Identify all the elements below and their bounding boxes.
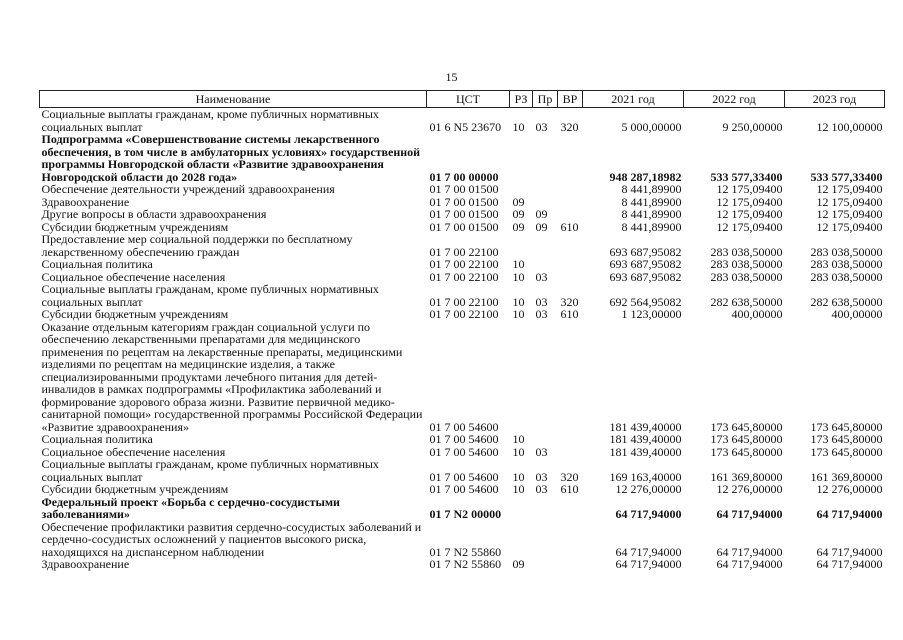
cell-2021: 169 163,40000	[609, 469, 682, 484]
cell-vr	[558, 446, 583, 459]
cell-pr: 03	[535, 469, 548, 484]
table-row	[40, 233, 885, 258]
cell-vr: 610	[560, 482, 579, 496]
cell-vr	[558, 558, 583, 571]
cell-cst: 01 7 00 22100	[429, 269, 499, 284]
cell-pr	[533, 233, 558, 258]
cell-cst: 01 7 N2 55860	[429, 544, 502, 559]
cell-rz: 10	[512, 482, 525, 496]
table-row	[40, 258, 885, 271]
cell-pr	[533, 496, 558, 521]
cell-cst: 01 7 00 22100	[429, 257, 499, 271]
cell-name: Социальные выплаты гражданам, кроме публичных нормативных социальных выплат	[41, 107, 379, 134]
cell-cst: 01 7 00 54600	[429, 444, 499, 459]
cell-2021: 8 441,89900	[621, 182, 682, 196]
table-body	[40, 108, 885, 571]
cell-rz: 09	[512, 194, 525, 209]
cell-2023: 282 638,50000	[810, 294, 883, 309]
cell-vr	[558, 433, 583, 446]
cell-vr: 320	[560, 469, 579, 484]
table-row	[40, 521, 885, 559]
cell-name: Социальная политика	[41, 432, 153, 446]
cell-rz	[510, 321, 533, 434]
cell-vr	[558, 183, 583, 196]
cell-2022: 12 276,00000	[716, 482, 783, 496]
cell-rz: 10	[512, 432, 525, 446]
cell-2022: 400,00000	[731, 307, 783, 321]
cell-name: Здравоохранение	[41, 194, 130, 209]
table-row	[40, 133, 885, 183]
cell-2021: 5 000,00000	[621, 119, 682, 134]
table-row	[40, 308, 885, 321]
page-number: 15	[445, 70, 458, 84]
cell-cst: 01 7 00 22100	[429, 307, 499, 321]
cell-rz: 10	[512, 469, 525, 484]
cell-2021: 692 564,95082	[609, 294, 682, 309]
cell-cst: 01 7 00 22100	[429, 294, 499, 309]
table-row	[40, 496, 885, 521]
cell-2022: 64 717,94000	[716, 557, 783, 571]
cell-rz: 09	[512, 219, 525, 234]
cell-rz: 09	[512, 207, 525, 221]
table-row	[40, 458, 885, 483]
cell-2021: 8 441,89900	[621, 207, 682, 221]
cell-name: Субсидии бюджетным учреждениям	[41, 482, 229, 496]
cell-2021: 948 287,18982	[609, 169, 682, 184]
cell-pr	[533, 521, 558, 559]
table-row	[40, 283, 885, 308]
cell-2022: 12 175,09400	[716, 207, 783, 221]
cell-2021: 1 123,00000	[621, 307, 682, 321]
cell-2023: 173 645,80000	[810, 419, 883, 434]
cell-2021: 693 687,95082	[609, 269, 682, 284]
cell-rz: 10	[512, 257, 525, 271]
header-2023: 2023 год	[785, 91, 885, 108]
cell-pr: 03	[535, 119, 548, 134]
cell-rz	[510, 496, 533, 521]
cell-cst: 01 7 00 54600	[429, 482, 499, 496]
cell-vr: 610	[560, 219, 579, 234]
header-vr: ВР	[558, 91, 583, 108]
cell-2021: 181 439,40000	[609, 444, 682, 459]
cell-2022: 64 717,94000	[716, 507, 783, 521]
cell-vr	[558, 208, 583, 221]
cell-2022: 12 175,09400	[716, 182, 783, 196]
cell-2023: 161 369,80000	[810, 469, 883, 484]
cell-2023: 12 175,09400	[816, 219, 883, 234]
cell-rz: 10	[512, 294, 525, 309]
cell-name: Социальные выплаты гражданам, кроме публичных нормативных социальных выплат	[41, 457, 379, 484]
cell-name: Субсидии бюджетным учреждениям	[41, 219, 229, 234]
cell-2022: 173 645,80000	[710, 444, 783, 459]
cell-pr: 03	[535, 307, 548, 321]
cell-vr	[558, 133, 583, 183]
cell-cst: 01 7 00 01500	[429, 207, 499, 221]
table-row	[40, 321, 885, 434]
cell-pr	[533, 558, 558, 571]
cell-cst: 01 7 N2 00000	[429, 507, 502, 521]
cell-pr	[533, 183, 558, 196]
cell-2021: 64 717,94000	[615, 544, 682, 559]
cell-2023: 173 645,80000	[810, 444, 883, 459]
cell-2023: 173 645,80000	[810, 432, 883, 446]
cell-2022: 173 645,80000	[710, 419, 783, 434]
header-cst: ЦСТ	[427, 91, 510, 108]
cell-2023: 64 717,94000	[816, 557, 883, 571]
header-pr: Пр	[533, 91, 558, 108]
cell-name: Подпрограмма «Совершенствование системы лекарственного обеспечения, в том числе в амбулаторных условиях» государственной программы Новгородской области «Развитие здравоохранения Новгородской области до 2028 года»	[41, 132, 421, 184]
cell-pr: 09	[535, 207, 548, 221]
header-rz: РЗ	[510, 91, 533, 108]
cell-2023: 283 038,50000	[810, 244, 883, 259]
cell-cst: 01 7 00 01500	[429, 219, 499, 234]
table-row	[40, 183, 885, 196]
cell-2021: 693 687,95082	[609, 257, 682, 271]
cell-name: Социальное обеспечение населения	[41, 444, 226, 459]
cell-name: Субсидии бюджетным учреждениям	[41, 307, 229, 321]
cell-rz: 10	[512, 269, 525, 284]
cell-2023: 64 717,94000	[816, 544, 883, 559]
cell-rz: 10	[512, 444, 525, 459]
header-name: Наименование	[40, 91, 427, 108]
cell-rz	[510, 233, 533, 258]
table-row	[40, 433, 885, 446]
cell-pr	[533, 321, 558, 434]
cell-vr	[558, 233, 583, 258]
cell-rz: 10	[512, 119, 525, 134]
cell-2022: 283 038,50000	[710, 257, 783, 271]
cell-name: Социальное обеспечение населения	[41, 269, 226, 284]
header-2021: 2021 год	[583, 91, 684, 108]
cell-vr: 320	[560, 119, 579, 134]
cell-2021: 8 441,89900	[621, 219, 682, 234]
cell-rz	[510, 183, 533, 196]
cell-cst: 01 6 N5 23670	[429, 119, 502, 134]
cell-vr	[558, 271, 583, 284]
cell-name: Социальная политика	[41, 257, 153, 271]
cell-pr	[533, 133, 558, 183]
cell-rz: 10	[512, 307, 525, 321]
cell-name: Федеральный проект «Борьба с сердечно-сосудистыми заболеваниями»	[41, 494, 340, 521]
cell-2021: 181 439,40000	[609, 432, 682, 446]
cell-2023: 12 175,09400	[816, 182, 883, 196]
cell-2022: 533 577,33400	[710, 169, 783, 184]
cell-rz	[510, 133, 533, 183]
cell-cst: 01 7 00 54600	[429, 419, 499, 434]
cell-vr	[558, 496, 583, 521]
cell-vr	[558, 196, 583, 209]
cell-pr	[533, 258, 558, 271]
cell-2021: 64 717,94000	[615, 507, 682, 521]
cell-2022: 161 369,80000	[710, 469, 783, 484]
cell-cst: 01 7 00 54600	[429, 469, 499, 484]
cell-2023: 12 175,09400	[816, 207, 883, 221]
cell-pr: 03	[535, 294, 548, 309]
cell-2023: 64 717,94000	[816, 507, 883, 521]
cell-2022: 173 645,80000	[710, 432, 783, 446]
cell-2023: 533 577,33400	[810, 169, 883, 184]
cell-2021: 64 717,94000	[615, 557, 682, 571]
cell-2021: 181 439,40000	[609, 419, 682, 434]
cell-cst: 01 7 00 01500	[429, 194, 499, 209]
cell-pr: 03	[535, 444, 548, 459]
cell-2022: 283 038,50000	[710, 244, 783, 259]
cell-2022: 283 038,50000	[710, 269, 783, 284]
cell-2023: 283 038,50000	[810, 269, 883, 284]
cell-name: Обеспечение деятельности учреждений здравоохранения	[41, 182, 335, 196]
table-row	[40, 108, 885, 134]
cell-name: Другие вопросы в области здравоохранения	[41, 207, 267, 221]
cell-2023: 12 100,00000	[816, 119, 883, 134]
budget-table	[39, 90, 885, 571]
table-row	[40, 483, 885, 496]
cell-pr: 09	[535, 219, 548, 234]
cell-pr: 03	[535, 269, 548, 284]
cell-name: Здравоохранение	[41, 557, 130, 571]
cell-vr: 320	[560, 294, 579, 309]
cell-2021: 8 441,89900	[621, 194, 682, 209]
cell-rz	[510, 521, 533, 559]
cell-2023: 400,00000	[831, 307, 883, 321]
cell-2023: 283 038,50000	[810, 257, 883, 271]
header-2022: 2022 год	[684, 91, 785, 108]
cell-cst: 01 7 00 01500	[429, 182, 499, 196]
cell-name: Социальные выплаты гражданам, кроме публичных нормативных социальных выплат	[41, 282, 379, 309]
cell-vr	[558, 321, 583, 434]
cell-cst: 01 7 00 00000	[429, 169, 499, 184]
cell-2023: 12 276,00000	[816, 482, 883, 496]
cell-2021: 12 276,00000	[615, 482, 682, 496]
cell-2022: 12 175,09400	[716, 219, 783, 234]
table-header	[40, 91, 885, 108]
cell-rz: 09	[512, 557, 525, 571]
cell-cst: 01 7 00 22100	[429, 244, 499, 259]
cell-cst: 01 7 N2 55860	[429, 557, 502, 571]
cell-pr: 03	[535, 482, 548, 496]
cell-vr	[558, 258, 583, 271]
cell-2022: 64 717,94000	[716, 544, 783, 559]
cell-name: Оказание отдельным категориям граждан социальной услуги по обеспечению лекарственными препаратами для медицинского применения по рецептам на лекарственные препараты, медицинскими изделиями по рецептам на медицинские изделия, а также специализированными продуктами лечебного питания для детей-инвалидов в рамках подпрограммы «Профилактика заболеваний и формирование здорового образа жизни. Развитие первичной медико-санитарной помощи» государственной программы Российской Федерации «Развитие здравоохранения»	[41, 319, 423, 434]
cell-pr	[533, 433, 558, 446]
cell-2023: 12 175,09400	[816, 194, 883, 209]
cell-name: Предоставление мер социальной поддержки по бесплатному лекарственному обеспечению граждан	[41, 232, 353, 259]
cell-2022: 282 638,50000	[710, 294, 783, 309]
table-row	[40, 558, 885, 571]
cell-2022: 12 175,09400	[716, 194, 783, 209]
cell-2021: 693 687,95082	[609, 244, 682, 259]
cell-cst: 01 7 00 54600	[429, 432, 499, 446]
cell-name: Обеспечение профилактики развития сердечно-сосудистых заболеваний и сердечно-сосудистых осложнений у пациентов высокого риска, находящихся на диспансерном наблюдении	[41, 519, 422, 559]
cell-2022: 9 250,00000	[722, 119, 783, 134]
table-row	[40, 208, 885, 221]
cell-vr	[558, 521, 583, 559]
cell-vr: 610	[560, 307, 579, 321]
